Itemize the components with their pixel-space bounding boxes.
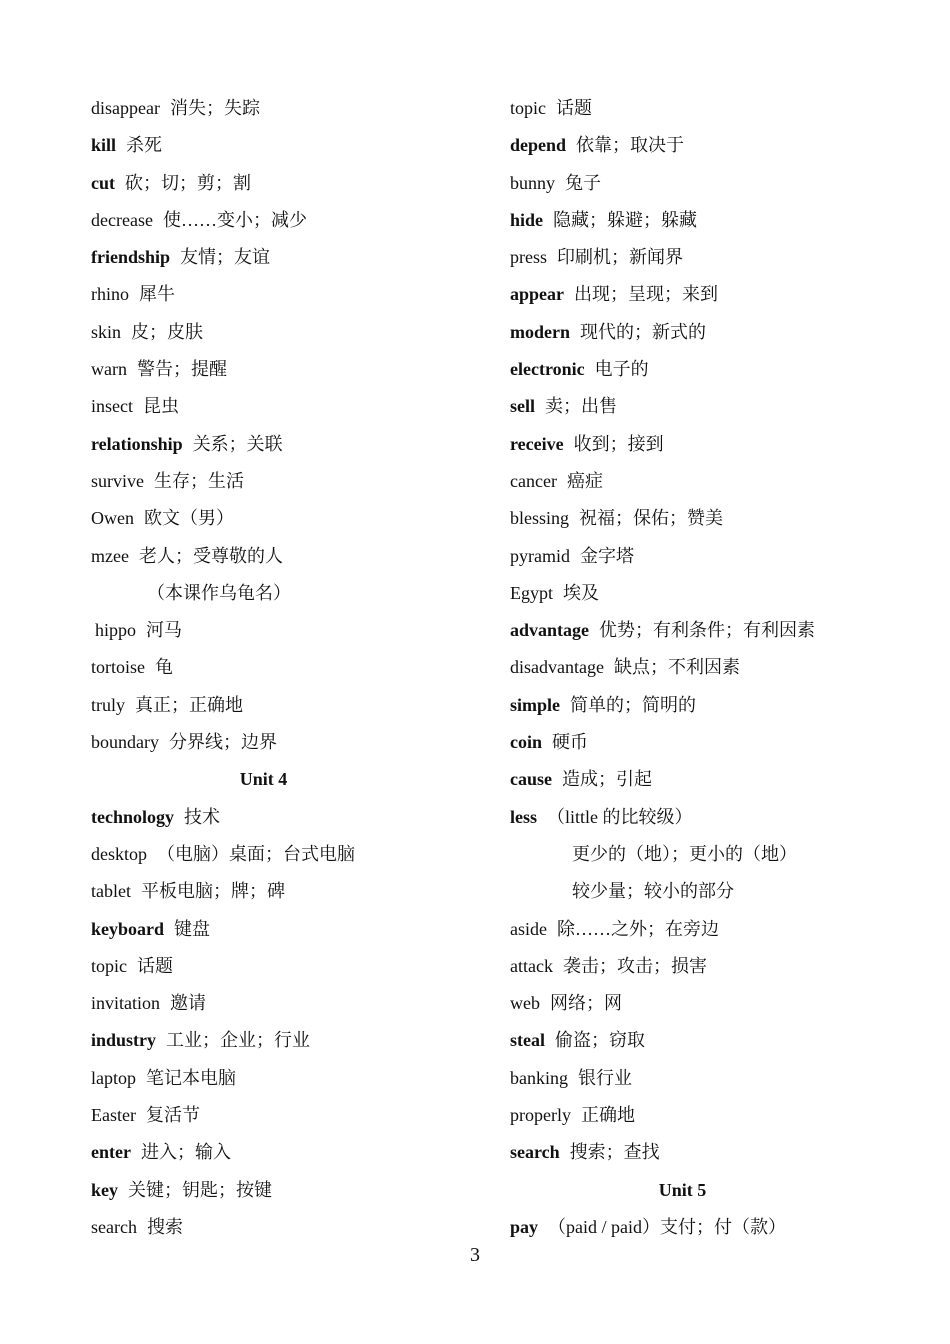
vocab-entry	[91, 500, 471, 537]
vocab-entry	[91, 612, 471, 649]
vocab-meaning: 偷盗；窃取	[555, 1030, 645, 1051]
vocab-word: Owen	[91, 508, 134, 529]
vocab-entry	[91, 1060, 471, 1097]
vocab-meaning: 昆虫	[143, 396, 179, 417]
vocab-word: cut	[91, 172, 115, 193]
vocab-word: appear	[510, 284, 564, 305]
vocab-entry	[510, 687, 910, 724]
vocab-word: hide	[510, 209, 544, 230]
vocab-meaning: 工业；企业；行业	[166, 1030, 311, 1051]
vocab-meaning: 现代的；新式的	[580, 321, 706, 342]
vocab-meaning: 优势；有利条件；有利因素	[599, 620, 816, 641]
vocab-entry	[510, 388, 910, 425]
vocab-entry	[91, 724, 471, 761]
vocab-word: pyramid	[510, 545, 570, 566]
vocab-meaning: 正确地	[580, 1105, 635, 1126]
vocab-meaning: 癌症	[566, 470, 603, 491]
vocab-entry	[510, 351, 910, 388]
vocab-entry	[510, 276, 910, 313]
vocab-word: properly	[510, 1105, 571, 1126]
vocab-word: laptop	[91, 1067, 136, 1088]
vocab-meaning: 消失；失踪	[169, 98, 260, 118]
vocab-word: kill	[91, 135, 117, 156]
vocab-word: desktop	[91, 843, 147, 864]
vocab-word: decrease	[91, 209, 153, 230]
vocab-word: tablet	[91, 881, 131, 902]
vocab-word: simple	[510, 694, 561, 715]
vocab-word: technology	[91, 806, 174, 827]
vocab-entry	[91, 1134, 471, 1171]
vocab-word: coin	[510, 732, 543, 753]
vocab-meaning: 平板电脑；牌；碑	[140, 881, 285, 902]
vocab-entry	[91, 276, 471, 313]
vocab-entry	[510, 985, 910, 1022]
vocab-meaning: 警告；提醒	[136, 359, 227, 380]
vocab-entry	[510, 500, 910, 537]
vocab-meaning: 键盘	[174, 918, 211, 939]
vocab-meaning: 隐藏；躲避；躲藏	[553, 209, 698, 230]
vocab-entry	[91, 1097, 471, 1134]
vocab-word: warn	[91, 359, 127, 380]
vocab-word: topic	[91, 955, 127, 976]
vocab-entry	[91, 202, 471, 239]
vocab-entry	[91, 388, 471, 425]
unit-heading: Unit 5	[658, 1179, 707, 1200]
vocab-meaning: 搜索	[146, 1216, 183, 1237]
vocab-word: cancer	[510, 470, 557, 491]
vocab-meaning: 邀请	[170, 993, 206, 1014]
vocab-word: blessing	[510, 508, 570, 529]
vocab-word: hippo	[95, 620, 137, 641]
vocab-entry	[91, 463, 471, 500]
vocab-entry	[91, 127, 471, 164]
vocab-word: attack	[510, 955, 553, 976]
vocab-word: pay	[510, 1216, 539, 1237]
vocab-meaning: 缺点；不利因素	[613, 657, 740, 678]
vocab-word: topic	[510, 98, 546, 118]
vocab-meaning: 真正；正确地	[135, 694, 243, 715]
vocab-meaning: 较少量；较小的部分	[572, 881, 734, 902]
vocab-entry	[510, 165, 910, 202]
vocab-meaning: 电子的	[594, 359, 649, 380]
vocab-meaning: 兔子	[565, 172, 601, 193]
vocab-entry	[91, 985, 471, 1022]
vocab-word: industry	[91, 1030, 157, 1051]
vocab-meaning: 欧文（男）	[144, 508, 234, 529]
vocab-entry	[91, 239, 471, 276]
vocab-word: mzee	[91, 545, 129, 566]
vocab-word: rhino	[91, 284, 129, 305]
vocab-meaning: 依靠；取决于	[576, 135, 685, 156]
vocab-word: aside	[510, 918, 547, 939]
vocab-meaning: 友情；友谊	[180, 247, 271, 268]
vocab-entry	[510, 314, 910, 351]
vocab-entry	[510, 1060, 910, 1097]
vocab-entry	[91, 575, 471, 612]
vocab-meaning: 话题	[556, 98, 592, 118]
vocab-meaning: （本课作乌龟名）	[147, 582, 291, 603]
vocab-word: invitation	[91, 993, 160, 1014]
page-number: 3	[470, 1244, 480, 1266]
vocab-word: advantage	[510, 620, 590, 641]
vocab-meaning: 埃及	[563, 582, 599, 603]
vocab-word: sell	[510, 396, 535, 417]
vocab-meaning: 除……之外；在旁边	[556, 918, 719, 939]
vocab-meaning: 皮；皮肤	[131, 321, 204, 342]
vocab-meaning: 杀死	[126, 135, 163, 156]
vocab-meaning: 关键；钥匙；按键	[128, 1179, 272, 1200]
vocab-word: press	[510, 247, 547, 268]
vocab-entry	[91, 426, 471, 463]
vocab-word: electronic	[510, 359, 585, 380]
vocab-entry	[510, 948, 910, 985]
vocab-entry	[510, 463, 910, 500]
vocab-entry	[510, 873, 910, 910]
vocab-entry	[510, 761, 910, 798]
vocab-meaning: 进入；输入	[140, 1142, 231, 1163]
vocab-entry	[91, 1022, 471, 1059]
vocab-entry	[510, 612, 910, 649]
vocab-meaning: 龟	[155, 657, 173, 678]
vocab-meaning: 河马	[146, 620, 183, 641]
vocab-entry	[91, 799, 471, 836]
unit-heading: Unit 4	[239, 769, 288, 790]
vocab-entry	[510, 1134, 910, 1171]
vocab-meaning: 更少的（地）；更小的（地）	[572, 843, 797, 864]
vocab-meaning: 出现；呈现；来到	[574, 284, 718, 305]
vocab-meaning: 话题	[137, 955, 173, 976]
vocab-meaning: 网络；网	[550, 993, 622, 1014]
vocab-meaning: 技术	[184, 806, 220, 827]
vocab-meaning: 印刷机；新闻界	[557, 247, 683, 268]
vocab-meaning: （little 的比较级）	[547, 806, 693, 827]
vocab-meaning: 分界线；边界	[168, 732, 277, 753]
vocab-meaning: 造成；引起	[562, 769, 652, 790]
vocab-word: less	[510, 806, 537, 827]
vocab-word: enter	[91, 1142, 131, 1163]
vocab-word: banking	[510, 1067, 568, 1088]
vocab-meaning: 袭击；攻击；损害	[562, 955, 707, 976]
vocab-meaning: 生存；生活	[154, 470, 244, 491]
vocab-meaning: 复活节	[145, 1105, 200, 1126]
vocab-entry	[510, 538, 910, 575]
vocab-meaning: 砍；切；剪；割	[125, 172, 251, 193]
vocab-word: truly	[91, 694, 125, 715]
vocab-word: skin	[91, 321, 122, 342]
vocab-entry	[91, 1172, 471, 1209]
vocab-entry	[91, 836, 471, 873]
vocab-entry	[91, 1209, 471, 1246]
vocab-entry	[510, 1097, 910, 1134]
vocab-word: keyboard	[91, 918, 165, 939]
vocab-meaning: 金字塔	[580, 545, 634, 566]
vocab-word: web	[510, 993, 540, 1014]
right-column	[510, 90, 910, 1246]
vocab-entry	[510, 649, 910, 686]
vocab-entry	[91, 538, 471, 575]
vocab-entry	[510, 90, 910, 127]
vocab-word: survive	[91, 470, 144, 491]
vocab-meaning: 简单的；简明的	[570, 694, 697, 715]
vocab-entry	[510, 239, 910, 276]
vocab-meaning: 银行业	[578, 1067, 632, 1088]
vocab-word: tortoise	[91, 657, 145, 678]
vocab-meaning: （电脑）桌面；台式电脑	[157, 843, 355, 864]
vocab-meaning: 老人；受尊敬的人	[138, 545, 283, 566]
vocab-word: insect	[91, 396, 133, 417]
vocab-word: disappear	[91, 98, 160, 118]
vocab-word: search	[510, 1142, 560, 1163]
vocab-meaning: 关系；关联	[192, 433, 283, 454]
vocab-word: relationship	[91, 433, 183, 454]
vocab-entry	[510, 799, 910, 836]
vocab-word: steal	[510, 1030, 545, 1051]
vocab-entry	[510, 724, 910, 761]
vocab-entry	[91, 351, 471, 388]
vocab-word: Egypt	[510, 582, 553, 603]
vocab-word: friendship	[91, 247, 171, 268]
vocab-meaning: 祝福；保佑；赞美	[579, 508, 724, 529]
vocab-meaning: 硬币	[552, 732, 589, 753]
vocab-entry	[91, 911, 471, 948]
vocab-word: cause	[510, 769, 552, 790]
vocab-word: key	[91, 1179, 118, 1200]
vocab-meaning: 搜索；查找	[569, 1142, 660, 1163]
vocab-word: depend	[510, 135, 567, 156]
vocab-word: Easter	[91, 1105, 136, 1126]
vocab-meaning: 犀牛	[139, 284, 175, 305]
vocab-entry	[91, 687, 471, 724]
vocab-entry	[91, 873, 471, 910]
vocab-word: boundary	[91, 732, 159, 753]
vocab-entry	[510, 426, 910, 463]
vocab-entry	[91, 165, 471, 202]
vocab-word: search	[91, 1216, 137, 1237]
vocab-word: disadvantage	[510, 657, 604, 678]
vocab-word: bunny	[510, 172, 555, 193]
vocab-meaning: 使……变小；减少	[162, 209, 307, 230]
vocab-entry	[91, 314, 471, 351]
vocab-entry	[510, 202, 910, 239]
vocab-meaning: 卖；出售	[545, 396, 617, 417]
vocab-entry	[510, 575, 910, 612]
vocab-entry	[91, 90, 471, 127]
vocab-entry	[510, 1209, 910, 1246]
vocab-entry	[510, 911, 910, 948]
vocab-meaning: 笔记本电脑	[146, 1067, 236, 1088]
vocab-word: modern	[510, 321, 570, 342]
vocab-entry	[91, 649, 471, 686]
vocab-entry	[510, 836, 910, 873]
vocab-entry	[510, 1022, 910, 1059]
vocab-entry	[91, 948, 471, 985]
vocab-meaning: （paid / paid）支付；付（款）	[548, 1216, 786, 1237]
left-column	[91, 90, 471, 1246]
vocab-entry	[510, 127, 910, 164]
vocab-word: receive	[510, 433, 564, 454]
vocab-meaning: 收到；接到	[573, 433, 664, 454]
